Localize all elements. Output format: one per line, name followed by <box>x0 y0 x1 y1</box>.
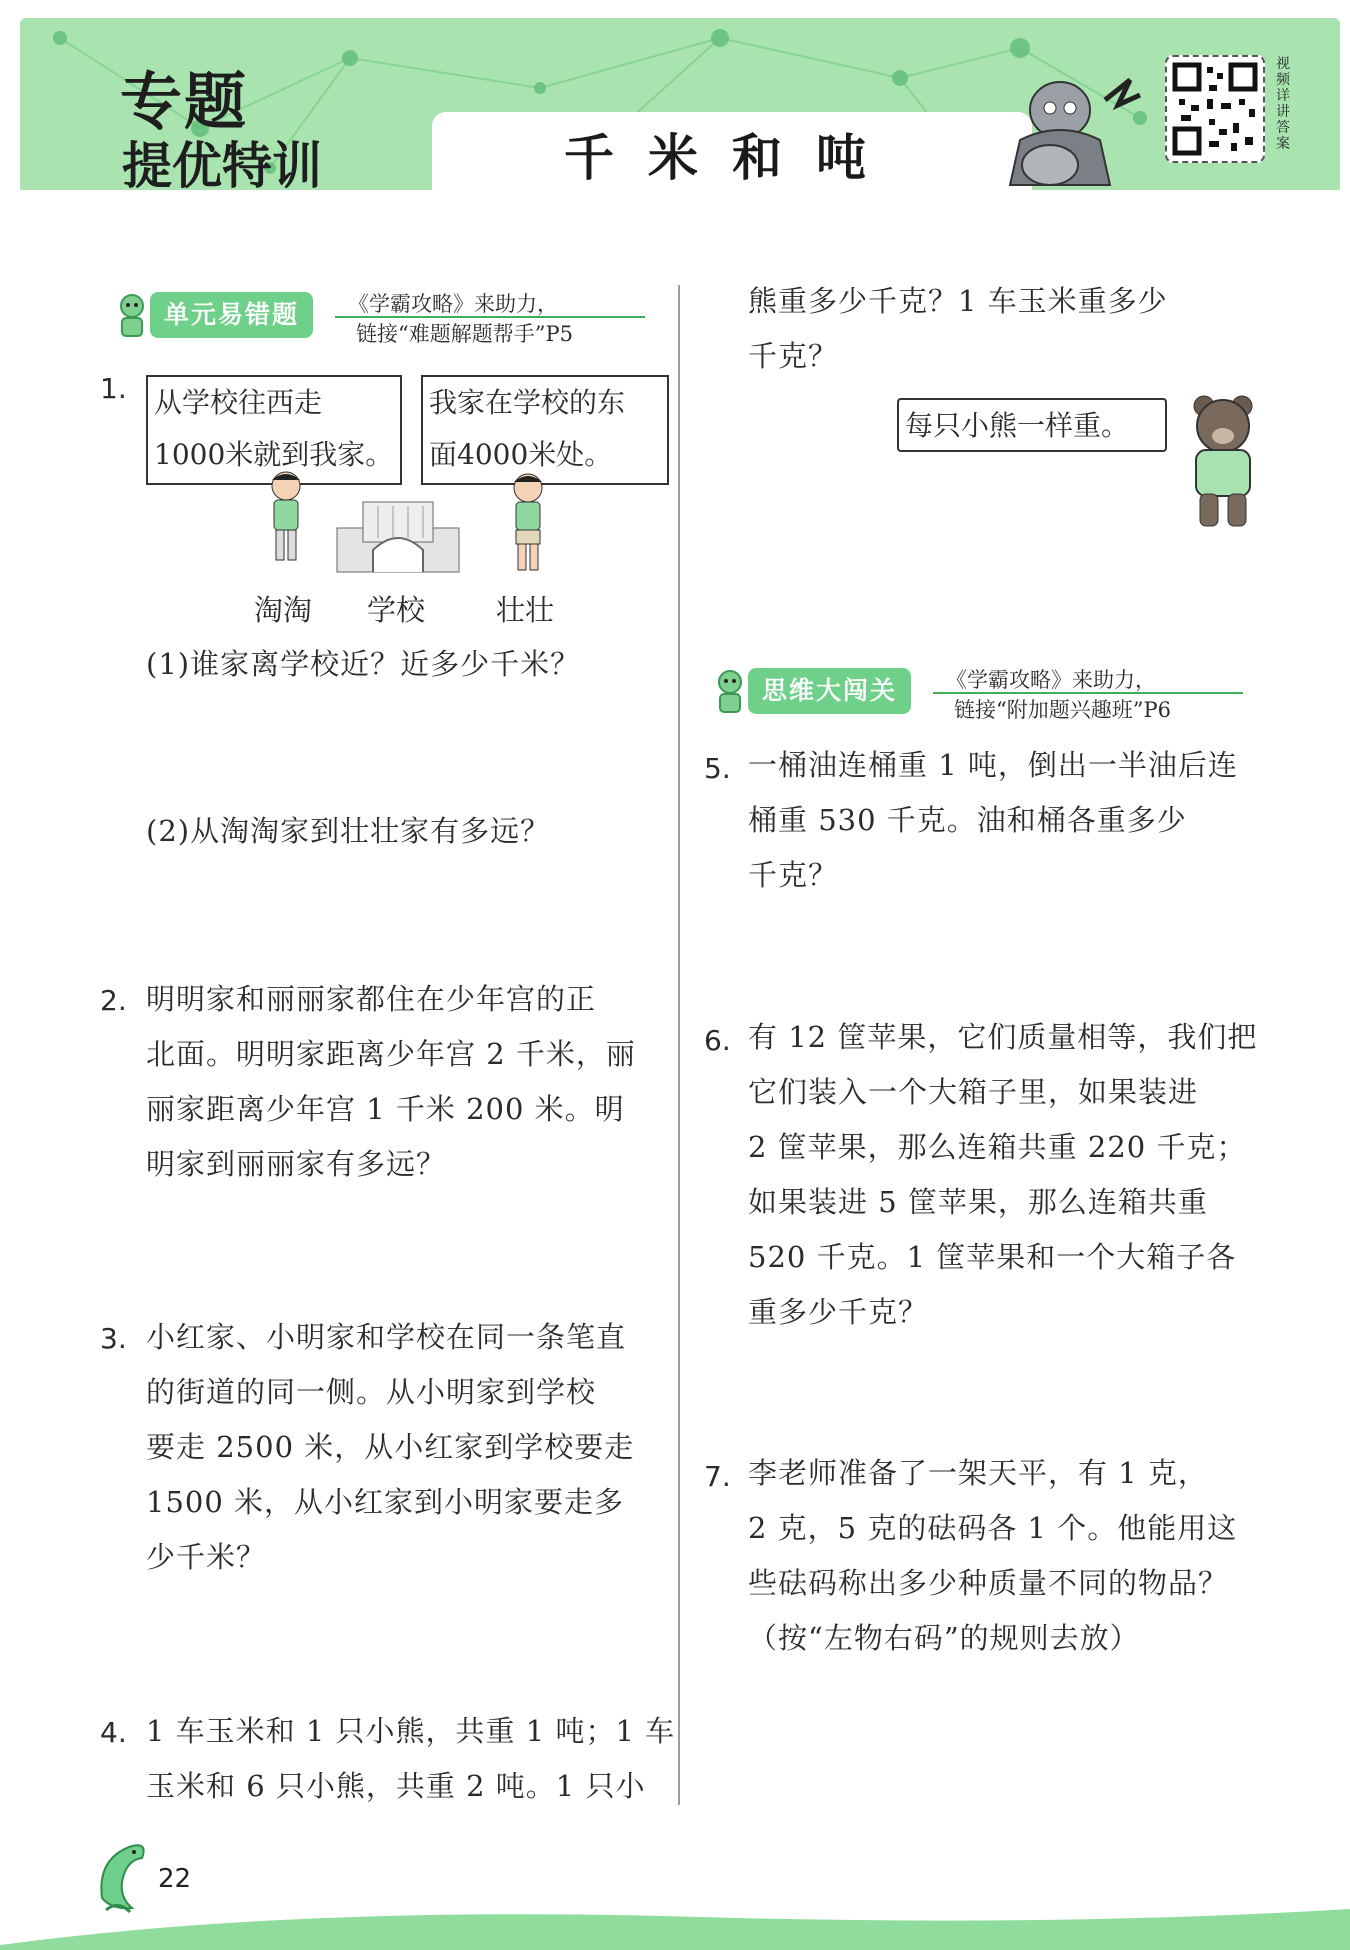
question-number: 2. <box>100 984 127 1017</box>
boy-zhuangzhuang-icon <box>500 470 556 578</box>
school-building-icon <box>333 498 463 576</box>
text-line: 北面。明明家距离少年宫 2 千米，丽 <box>146 1037 636 1071</box>
boy-taotao-icon <box>258 468 314 578</box>
question-number: 6. <box>704 1024 731 1057</box>
text-line: 千克？ <box>748 339 839 373</box>
section-underline <box>933 692 1243 694</box>
page-title: 千米和吨 <box>564 129 900 187</box>
question-number: 7. <box>704 1460 731 1493</box>
text-line: 熊重多少千克？1 车玉米重多少 <box>748 284 1168 318</box>
text-line: 少千米？ <box>146 1540 267 1574</box>
text-line: 玉米和 6 只小熊，共重 2 吨。1 只小 <box>146 1769 646 1803</box>
dolphin-icon <box>92 1838 154 1920</box>
section-hint-line2: 链接“难题解题帮手”P5 <box>356 322 573 346</box>
text-line: 些砝码称出多少种质量不同的物品？ <box>748 1566 1229 1600</box>
text-line: 1500 米，从小红家到小明家要走多 <box>146 1485 625 1519</box>
text-line: 2 筐苹果，那么连箱共重 220 千克； <box>748 1130 1247 1164</box>
text-line: 李老师准备了一架天平，有 1 克， <box>748 1456 1208 1490</box>
text-line: 千克？ <box>748 858 839 892</box>
text-line: 1 车玉米和 1 只小熊，共重 1 吨；1 车 <box>146 1714 676 1748</box>
page-number: 22 <box>158 1864 192 1894</box>
bubble-line: 我家在学校的东 <box>429 386 626 419</box>
question-2-text <box>146 972 636 1192</box>
section-underline <box>335 316 645 318</box>
question-4-text-right <box>748 274 1168 384</box>
question-4-text-left <box>146 1704 675 1814</box>
text-line: 一桶油连桶重 1 吨，倒出一半油后连 <box>748 748 1238 782</box>
bubble-line: 1000米就到我家。 <box>154 438 394 471</box>
text-line: 要走 2500 米，从小红家到学校要走 <box>146 1430 635 1464</box>
section-hint-line1: 《学霸攻略》来助力， <box>946 668 1156 692</box>
text-line: 的街道的同一侧。从小明家到学校 <box>146 1375 597 1409</box>
text-line: 小红家、小明家和学校在同一条笔直 <box>146 1320 627 1354</box>
question-number: 5. <box>704 752 731 785</box>
question-1-part-1: (1)谁家离学校近？近多少千米？ <box>146 647 581 681</box>
label-school: 学校 <box>367 593 426 627</box>
text-line: 2 克，5 克的砝码各 1 个。他能用这 <box>748 1511 1238 1545</box>
text-line: 桶重 530 千克。油和桶各重多少 <box>748 803 1187 837</box>
question-number: 3. <box>100 1322 127 1355</box>
bear-icon <box>1182 392 1264 532</box>
section-banner-challenge <box>708 668 1248 722</box>
footer-wave-band <box>0 1905 1350 1950</box>
speech-bubble-zhuangzhuang <box>421 375 669 485</box>
section-banner-mistakes <box>110 292 650 346</box>
text-line: 如果装进 5 筐苹果，那么连箱共重 <box>748 1185 1208 1219</box>
question-6-text <box>748 1010 1257 1340</box>
text-line: 有 12 筐苹果，它们质量相等，我们把 <box>748 1020 1258 1054</box>
bubble-line: 面4000米处。 <box>429 438 613 471</box>
text-line: 明明家和丽丽家都住在少年宫的正 <box>146 982 597 1016</box>
speech-bubble-bear: 每只小熊一样重。 <box>897 398 1167 452</box>
boy-mascot-icon <box>708 668 752 720</box>
qr-code-label: 视频详讲答案 <box>1276 56 1290 152</box>
text-line: 重多少千克？ <box>748 1295 929 1329</box>
superhero-mascot-icon <box>990 70 1150 190</box>
section-tag: 思维大闯关 <box>748 668 911 714</box>
question-5-text <box>748 738 1238 903</box>
brand-title-line1: 专题 <box>120 65 249 138</box>
column-divider <box>678 285 680 1805</box>
text-line: 它们装入一个大箱子里，如果装进 <box>748 1075 1199 1109</box>
qr-code-icon[interactable] <box>1165 55 1265 163</box>
question-number: 4. <box>100 1716 127 1749</box>
bubble-line: 从学校往西走 <box>154 386 323 419</box>
section-hint-line2: 链接“附加题兴趣班”P6 <box>954 698 1171 722</box>
boy-mascot-icon <box>110 292 154 344</box>
text-line: （按“左物右码”的规则去放） <box>748 1621 1140 1655</box>
question-number: 1. <box>100 372 127 405</box>
question-1-part-2: (2)从淘淘家到壮壮家有多远？ <box>146 814 551 848</box>
label-zhuangzhuang: 壮壮 <box>496 593 555 627</box>
section-hint-line1: 《学霸攻略》来助力， <box>348 292 558 316</box>
text-line: 丽家距离少年宫 1 千米 200 米。明 <box>146 1092 625 1126</box>
brand-title-line2: 提优特训 <box>122 137 322 195</box>
text-line: 520 千克。1 筐苹果和一个大箱子各 <box>748 1240 1237 1274</box>
label-taotao: 淘淘 <box>254 593 313 627</box>
question-7-text <box>748 1446 1237 1666</box>
section-tag: 单元易错题 <box>150 292 313 338</box>
question-3-text <box>146 1310 634 1585</box>
text-line: 明家到丽丽家有多远？ <box>146 1147 447 1181</box>
